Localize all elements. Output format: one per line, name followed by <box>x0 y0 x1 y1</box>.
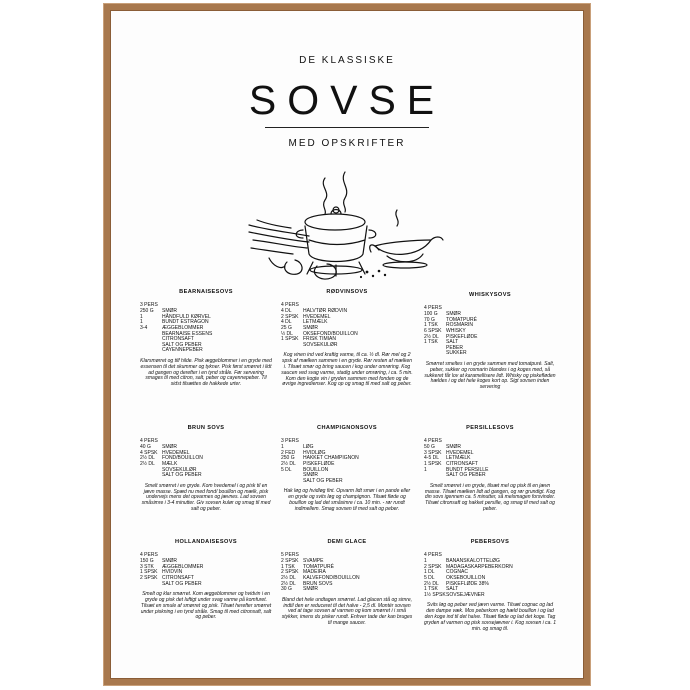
recipe-title: PEBERSOVS <box>470 539 510 545</box>
ingredient-name: PISKEFLØDE <box>303 460 335 467</box>
ingredient-name: MADAGASKARPEBERKORN <box>446 563 513 570</box>
ingredient-qty: ½ DL <box>281 330 293 337</box>
ingredient-qty: 4 DL <box>281 308 292 315</box>
ingredient-qty: 2 SPSK <box>281 558 299 565</box>
recipe-champignonsovs <box>281 426 413 513</box>
ingredient-name: ROSMARIN <box>446 322 473 329</box>
ingredient-name: SALT OG PEBER <box>303 477 343 484</box>
recipe-hollandaisesovs <box>140 540 272 621</box>
ingredient-qty: 1 SPSK <box>140 569 158 576</box>
ingredient-name: MÆLK <box>162 460 178 467</box>
ingredient-name: PEBER <box>446 344 463 351</box>
ingredient-qty: 2½ DL <box>281 460 296 467</box>
recipe-instructions: Klarsmørret og tilf hilde. Pisk æggeblommer i en gryde med essensen til det skummer og tykner. Pisk først smørret i lidt ad gangen og derefter i en tynd stråle. Før servering smages til med citron, salt, peber og cayennepeber. Til sidst tilsættes de hakkede urter. <box>140 357 272 388</box>
ingredient-name: CAYENNEPEBER <box>162 347 203 354</box>
ingredient-name: BANANSKALOTTELØG <box>446 558 500 565</box>
recipe-serves: 5 PERS <box>281 551 299 558</box>
recipe-instructions: Hak løg og hvidløg fint. Opvarm lidt smør i en pande eller en gryde og svits løg og champignon. Tilsæt fløde og bouillon og lad det småsimre i ca. 10 min. - rør rundt indimellem. Smag sovsen til med salt og peber. <box>283 488 411 512</box>
ingredient-name: BRUN SOVS <box>303 580 333 587</box>
ingredient-name: CITRONSAFT <box>162 336 194 343</box>
ingredient-qty: 5 DL <box>281 466 292 473</box>
poster-kicker: DE KLASSISKE <box>299 55 395 66</box>
ingredient-qty: 1½ SPSK <box>424 591 446 598</box>
ingredient-qty: 4 DL <box>281 319 292 326</box>
recipe-title: DEMI GLACE <box>327 539 367 545</box>
ingredient-qty: 1 TSK <box>281 563 295 570</box>
ingredient-qty: 40 G <box>140 444 151 451</box>
ingredient-name: BUNDT PERSILLE <box>446 466 489 473</box>
ingredient-qty: 2 SPSK <box>424 563 442 570</box>
ingredient-qty: 2½ DL <box>424 580 439 587</box>
recipe-persillesovs <box>424 426 556 513</box>
ingredient-name: SALT OG PEBER <box>446 472 486 479</box>
recipe-instructions: Smelt smørret i en gryde, tilsæt mel og pisk til en jævn masse. Tilsæt mælken lidt ad gangen, og rør grundigt. Kog din sovs igennem ca. 5 minutter, så melsmagen forsvinder. Tilsæt citronsaft og hakket persille, og smag til med salt og peber. <box>424 482 556 512</box>
ingredient-name: SOVSEKULØR <box>162 466 197 473</box>
ingredient-name: HALVTØR RØDVIN <box>303 308 348 315</box>
recipe-serves: 4 PERS <box>424 437 442 444</box>
ingredient-qty: 3-4 <box>140 324 148 331</box>
recipe-serves: 4 PERS <box>281 301 299 308</box>
ingredient-qty: 1 <box>281 444 284 451</box>
recipe-title: BRUN SOVS <box>187 425 225 431</box>
ingredient-name: SMØR <box>162 444 177 451</box>
ingredient-name: WHISKY <box>446 327 466 334</box>
ingredient-name: HÅNDFULD KØRVEL <box>162 313 211 320</box>
ingredient-name: LETMÆLK <box>446 455 471 462</box>
ingredient-name: HVEDEMEL <box>446 449 474 456</box>
ingredient-name: FRISK TIMIAN <box>303 336 336 343</box>
ingredient-row <box>424 593 556 599</box>
ingredient-name: SMØR <box>303 472 318 479</box>
ingredient-qty <box>281 343 303 349</box>
picture-frame <box>104 4 590 685</box>
recipe-serves: 4 PERS <box>424 551 442 558</box>
recipe-instructions: Bland det hele undtagen smørret. Lad glacen stå og simre, indtil den er reduceret til det halve - 2,5 dl. Montér sovsen ved at tage sovsen af varmen og kom smørret i i små stykker, imens du pisker rundt. Enhver tade der kan bruges til mange saucer. <box>281 596 413 626</box>
ingredient-name: OKSEFOND/BOUILLON <box>303 330 358 337</box>
ingredient-row <box>281 479 413 485</box>
ingredient-qty: 1 <box>140 313 143 320</box>
ingredient-qty: 250 G <box>140 308 154 315</box>
ingredient-qty: 2½ DL <box>281 580 296 587</box>
recipe-pebersovs <box>424 540 556 632</box>
ingredient-qty <box>140 582 162 588</box>
recipe-title: HOLLANDAISESOVS <box>175 539 237 545</box>
ingredient-name: COGNAC <box>446 569 468 576</box>
recipe-title: RØDVINSOVS <box>326 289 368 295</box>
ingredient-name: HVEDEMEL <box>162 449 190 456</box>
recipe-instructions: Smelt smørret i en gryde. Kom hvedemel i og pisk til en jævn masse. Spæd nu med fond/ bouillon og mælk, pisk undervejs mens det opvarmes og jævnes. Lad sovsen småsimre i 3-4 minutter. Giv sovsen kulør og smag til med salt og peber. <box>141 482 271 512</box>
ingredient-name: HVIDLØG <box>303 449 326 456</box>
ingredient-row <box>424 473 556 479</box>
ingredient-name: SMØR <box>162 308 177 315</box>
ingredient-name: SALT OG PEBER <box>162 580 202 587</box>
ingredient-qty: 3 STK <box>140 563 154 570</box>
ingredient-qty: 1 SPSK <box>424 460 442 467</box>
ingredient-name: SALT OG PEBER <box>162 472 202 479</box>
ingredient-qty: 250 G <box>281 455 295 462</box>
ingredient-name: SALT <box>446 586 459 593</box>
ingredient-name: SALT OG PEBER <box>162 341 202 348</box>
ingredient-qty: 70 G <box>424 316 435 323</box>
ingredient-qty: 30 G <box>281 586 292 593</box>
ingredient-name: TOMATPURÉ <box>446 316 477 323</box>
ingredient-qty: 25 G <box>281 324 292 331</box>
ingredient-qty: 2 SPSK <box>281 569 299 576</box>
recipe-instructions: Smørret smeltes i en gryde sammen med tomatpuré. Salt, peber, sukker og rosmarin blandes i og koges med, så sukkeret får lov at karamellisere lidt. Whisky og piskefløden hældes i og det hele koges kort op. Sigt sovsen inden servering <box>424 360 556 391</box>
ingredient-qty: 1 <box>424 466 427 473</box>
recipe-serves: 4 PERS <box>140 437 158 444</box>
poster-title: SOVSE <box>248 77 446 123</box>
ingredient-name: FOND/BOUILLON <box>162 455 203 462</box>
ingredient-row <box>281 587 413 593</box>
ingredient-name: SMØR <box>303 586 318 593</box>
ingredient-name: HAKKET CHAMPIGNON <box>303 455 359 462</box>
ingredient-name: PISKEFLØDE <box>446 333 478 340</box>
ingredient-row <box>140 473 272 479</box>
recipe-brun-sovs <box>140 426 272 513</box>
ingredient-qty: 6 SPSK <box>424 327 442 334</box>
ingredient-qty: 2½ DL <box>424 333 439 340</box>
ingredient-name: LØG <box>303 444 314 451</box>
ingredient-qty: 5 DL <box>424 574 435 581</box>
ingredient-qty: 4-5 DL <box>424 455 440 462</box>
ingredient-qty <box>281 479 303 485</box>
recipe-title: CHAMPIGNONSOVS <box>317 425 377 431</box>
ingredient-qty: 100 G <box>424 311 438 318</box>
ingredient-qty: 1 DL <box>424 569 435 576</box>
recipe-serves: 4 PERS <box>424 304 442 311</box>
ingredient-name: MADEIRA <box>303 569 326 576</box>
recipe-bearnaisesovs <box>140 290 272 388</box>
ingredient-name: CITRONSAFT <box>446 460 478 467</box>
recipe-title: BEARNAISESOVS <box>179 289 233 295</box>
ingredient-name: CITRONSAFT <box>162 574 194 581</box>
ingredient-qty: 50 G <box>424 444 435 451</box>
ingredient-qty <box>140 348 162 354</box>
recipe-instructions: Svits løg og peber ved jævn varme. Tilsæt cognac og lad den dampe væk. Mos peberkorn og hæld bouillon i og lad den koge ind til det halve. Tilsæt fløde og lad det koge. Tag gryden af varmen og pisk sovsejævner i. Kog sovsen i ca. 1 min. og smag til. <box>424 602 557 632</box>
ingredient-qty: 2 SPSK <box>281 313 299 320</box>
ingredient-qty: 150 G <box>140 558 154 565</box>
ingredient-name: SOVSEKULØR <box>303 341 338 348</box>
recipe-serves: 3 PERS <box>281 437 299 444</box>
ingredient-name: TOMATPURÉ <box>303 563 334 570</box>
ingredient-qty <box>424 351 446 357</box>
recipe-serves: 3 PERS <box>140 301 158 308</box>
ingredient-row <box>140 348 272 354</box>
ingredient-name: ÆGGEBLOMMER <box>162 563 204 570</box>
ingredient-name: HVIDVIN <box>162 569 183 576</box>
recipe-whiskysovs <box>424 293 556 391</box>
recipe-instructions: Kog vinen ind ved kraftig varme, til ca. ½ dl. Rør mel og 2 spsk af mælken sammen i en gryde. Rør resten af mælken i. Tilsæt smør og bring saucen i kog under omrøring. Kog saucen ved svag varme, stadig under omrøring, i ca. 5 min. Kom den kogte vin i gryden sammen med fonden og de øvrige ingredienser. Kog op og smag til med salt og peber. <box>281 352 413 388</box>
recipe-serves: 4 PERS <box>140 551 158 558</box>
ingredient-name: SUKKER <box>446 350 467 357</box>
ingredient-qty <box>140 473 162 479</box>
ingredient-qty: 1 SPSK <box>281 336 299 343</box>
ingredient-name: SOVSEJÆVNER <box>446 591 485 598</box>
ingredient-qty: 2½ DL <box>140 455 155 462</box>
ingredient-name: SMØR <box>303 324 318 331</box>
ingredient-name: PISKEFLØDE 38% <box>446 580 489 587</box>
ingredient-name: SMØR <box>162 558 177 565</box>
ingredient-qty: 1 TSK <box>424 339 438 346</box>
ingredient-row <box>281 343 413 349</box>
ingredient-name: ÆGGEBLOMMER <box>162 324 204 331</box>
recipe-instructions: Smelt og klar smørret. Kom æggeblommer og hvidvin i en gryde og pisk det luftigt under svag varme på komfuret. Tilsæt en smule af smørret og pisk. Tilsæt herefter smørret under piskning i en tynd stråle. Smag til med citronsaft, salt og peber. <box>140 591 272 621</box>
ingredient-qty: 1 TSK <box>424 586 438 593</box>
ingredient-name: LETMÆLK <box>303 319 328 326</box>
ingredient-name: SVAMPE <box>303 558 324 565</box>
recipe-rodvinsovs <box>281 290 413 388</box>
ingredient-name: BOUILLON <box>303 466 329 473</box>
ingredient-name: BUNDT ESTRAGON <box>162 319 209 326</box>
ingredient-qty: 2 SPSK <box>140 574 158 581</box>
ingredient-qty: 1 <box>424 558 427 565</box>
ingredient-name: BEARNAISE ESSENS <box>162 330 213 337</box>
ingredient-name: SALT <box>446 339 459 346</box>
recipe-demi-glace <box>281 540 413 627</box>
poster-subtitle: MED OPSKRIFTER <box>288 138 406 149</box>
recipe-title: WHISKYSOVS <box>469 292 511 298</box>
ingredient-name: OKSEBOUILLON <box>446 574 486 581</box>
recipe-title: PERSILLESOVS <box>466 425 514 431</box>
poster <box>110 10 584 679</box>
ingredient-qty: 4 SPSK <box>140 449 158 456</box>
ingredient-qty: 2 FED <box>281 449 296 456</box>
ingredient-qty: 1 TSK <box>424 322 438 329</box>
ingredient-row <box>424 351 556 357</box>
ingredient-name: SMØR <box>446 444 461 451</box>
sauce-pot-illustration-icon <box>247 170 447 285</box>
title-divider <box>265 127 429 128</box>
ingredient-name: HVEDEMEL <box>303 313 331 320</box>
ingredient-name: KALVEFOND/BOUILLON <box>303 574 360 581</box>
ingredient-qty: 3 SPSK <box>424 449 442 456</box>
ingredient-qty: 2½ DL <box>281 574 296 581</box>
ingredient-qty: 1 <box>140 319 143 326</box>
ingredient-name: SMØR <box>446 311 461 318</box>
ingredient-row <box>140 582 272 588</box>
ingredient-qty <box>424 473 446 479</box>
ingredient-qty: 2½ DL <box>140 460 155 467</box>
